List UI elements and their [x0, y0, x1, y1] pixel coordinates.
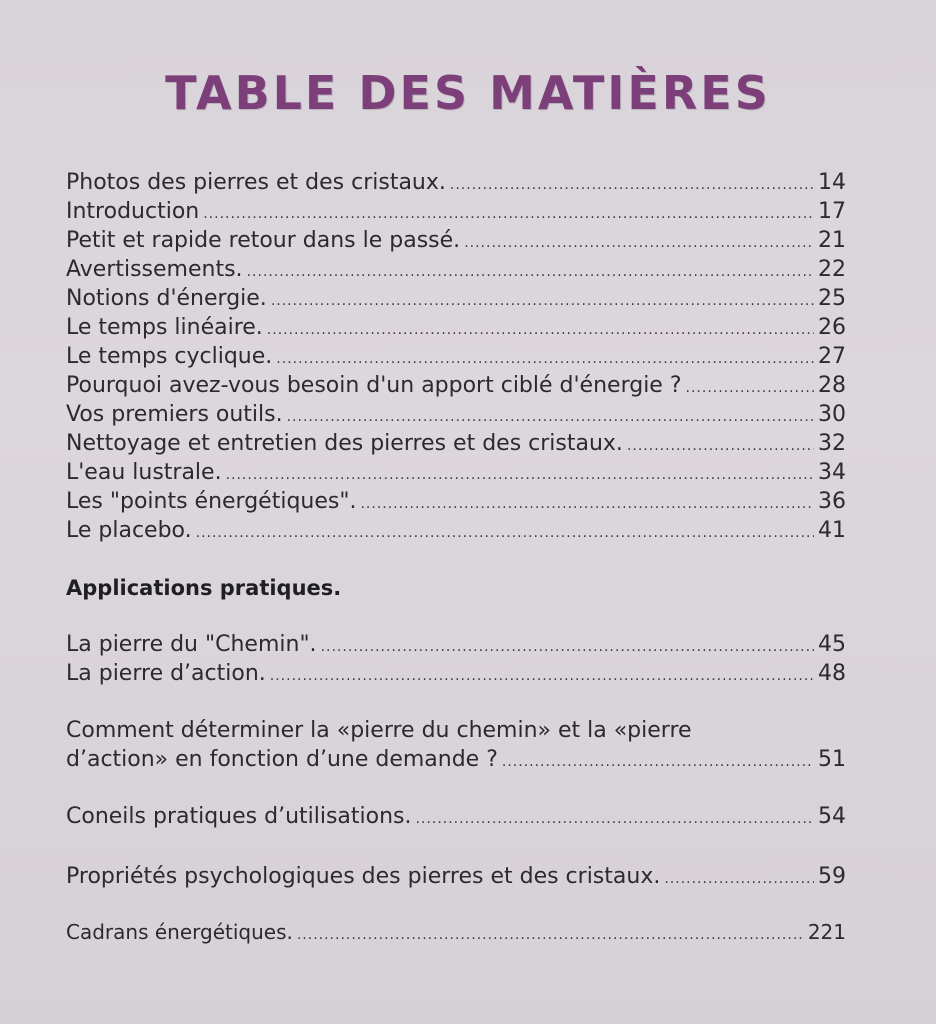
dot-leader: [276, 345, 814, 374]
toc-entry-label: Le temps linéaire.: [66, 315, 263, 340]
toc-entry-page: 48: [818, 661, 846, 686]
toc-entry: [66, 659, 846, 688]
toc-entry: [66, 487, 846, 516]
toc-entry: [66, 918, 846, 947]
toc-entry: [66, 630, 846, 659]
dot-leader: [196, 519, 814, 548]
toc-entry: [66, 745, 846, 774]
toc-entry-label: Photos des pierres et des cristaux.: [66, 170, 446, 195]
dot-leader: [287, 403, 814, 432]
dot-leader: [203, 200, 814, 229]
toc-entry-page: 41: [818, 518, 846, 543]
dot-leader: [267, 316, 814, 345]
toc-entry-page: 26: [818, 315, 846, 340]
toc-entry-page: 28: [818, 373, 846, 398]
toc-entry-label: Coneils pratiques d’utilisations.: [66, 804, 412, 829]
toc-entry-label: Vos premiers outils.: [66, 402, 283, 427]
toc-entry-label: Les "points énergétiques".: [66, 489, 357, 514]
dot-leader: [450, 171, 814, 200]
dot-leader: [686, 374, 814, 403]
toc-entry: [66, 168, 846, 197]
toc-entry-label: L'eau lustrale.: [66, 460, 222, 485]
toc-entry-page: 25: [818, 286, 846, 311]
toc-entry-page: 34: [818, 460, 846, 485]
toc-entry-label-line1: Comment déterminer la «pierre du chemin» et la «pierre: [66, 718, 692, 743]
toc-multiline-entry: [66, 716, 846, 774]
toc-entry-page: 32: [818, 431, 846, 456]
toc-entry: [66, 516, 846, 545]
toc-final-entry-3: [66, 918, 846, 947]
dot-leader: [271, 287, 814, 316]
toc-entry-label: Propriétés psychologiques des pierres et des cristaux.: [66, 864, 661, 889]
dot-leader: [297, 921, 804, 950]
dot-leader: [360, 490, 814, 519]
toc-entry: [66, 284, 846, 313]
toc-entry: [66, 862, 846, 891]
dot-leader: [416, 805, 814, 834]
toc-entry-label: La pierre du "Chemin".: [66, 632, 317, 657]
toc-final-entry-2: [66, 862, 846, 891]
toc-entry-label: Avertissements.: [66, 257, 243, 282]
toc-entry-page: 14: [818, 170, 846, 195]
toc-entry-label: Le temps cyclique.: [66, 344, 273, 369]
toc-entry-label: Introduction: [66, 199, 200, 224]
toc-entry-label-line2: d’action» en fonction d’une demande ?: [66, 747, 498, 772]
toc-entry: [66, 255, 846, 284]
toc-entry-page: 45: [818, 632, 846, 657]
toc-final-entry-1: [66, 802, 846, 831]
dot-leader: [627, 432, 814, 461]
toc-entry: [66, 313, 846, 342]
toc-entry-label: Pourquoi avez-vous besoin d'un apport ciblé d'énergie ?: [66, 373, 682, 398]
toc-entry-label: La pierre d’action.: [66, 661, 266, 686]
toc-entry-page: 30: [818, 402, 846, 427]
toc-entry-page: 51: [818, 747, 846, 772]
toc-entry: [66, 371, 846, 400]
dot-leader: [321, 633, 814, 662]
toc-main-list: [66, 168, 846, 545]
toc-entry: [66, 400, 846, 429]
dot-leader: [226, 461, 814, 490]
toc-entry-page: 59: [818, 864, 846, 889]
toc-entry-label: Notions d'énergie.: [66, 286, 267, 311]
toc-entry-page: 27: [818, 344, 846, 369]
section-heading: Applications pratiques.: [66, 576, 342, 600]
toc-entry-label: Petit et rapide retour dans le passé.: [66, 228, 461, 253]
toc-entry: [66, 429, 846, 458]
toc-entry-page: 21: [818, 228, 846, 253]
dot-leader: [270, 662, 814, 691]
toc-entry-page: 54: [818, 804, 846, 829]
dot-leader: [464, 229, 814, 258]
toc-entry: [66, 458, 846, 487]
toc-entry: [66, 197, 846, 226]
toc-applications-list: [66, 630, 846, 688]
dot-leader: [247, 258, 814, 287]
toc-entry: [66, 226, 846, 255]
toc-entry: [66, 802, 846, 831]
toc-entry-page: 17: [818, 199, 846, 224]
dot-leader: [502, 748, 814, 777]
toc-entry-page: 221: [807, 920, 846, 944]
toc-entry-label: Nettoyage et entretien des pierres et des cristaux.: [66, 431, 623, 456]
toc-entry-label: Le placebo.: [66, 518, 192, 543]
toc-entry: [66, 342, 846, 371]
toc-entry-label: Cadrans énergétiques.: [66, 920, 293, 944]
dot-leader: [664, 865, 814, 894]
page-title: TABLE DES MATIÈRES: [165, 66, 771, 120]
toc-entry-page: 36: [818, 489, 846, 514]
toc-entry-page: 22: [818, 257, 846, 282]
